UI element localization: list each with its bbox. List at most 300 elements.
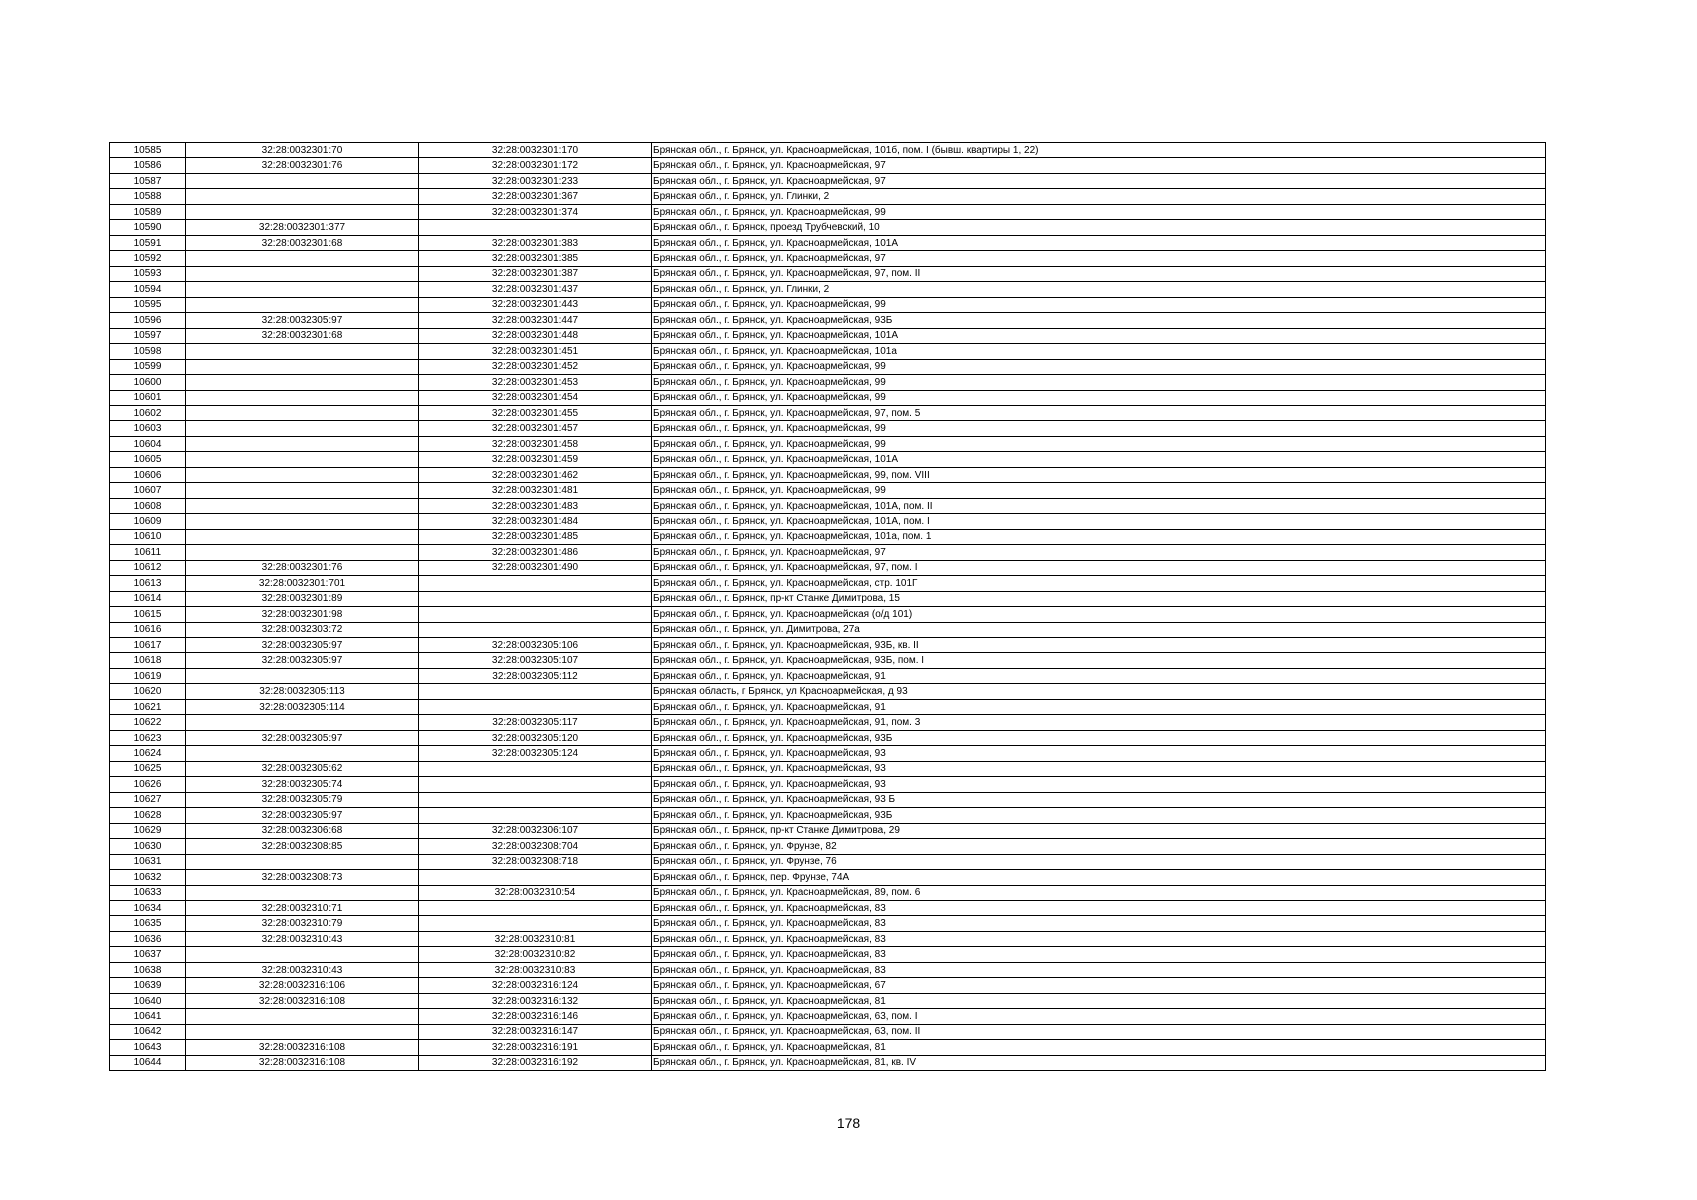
table-row bbox=[110, 220, 1546, 235]
table-row bbox=[110, 529, 1546, 544]
address-cell: Брянская обл., г. Брянск, ул. Красноармейская, 93Б, кв. II bbox=[652, 638, 1546, 653]
cadastral-number-cell: 32:28:0032310:79 bbox=[186, 916, 419, 931]
address-cell: Брянская обл., г. Брянск, ул. Красноармейская, 93Б bbox=[652, 730, 1546, 745]
address-cell: Брянская обл., г. Брянск, ул. Красноармейская, 93Б, пом. I bbox=[652, 653, 1546, 668]
row-number-cell: 10588 bbox=[110, 189, 186, 204]
table-row bbox=[110, 143, 1546, 158]
address-cell: Брянская обл., г. Брянск, ул. Красноармейская, 97 bbox=[652, 173, 1546, 188]
object-cadastral-number-cell bbox=[419, 792, 652, 807]
object-cadastral-number-cell: 32:28:0032305:107 bbox=[419, 653, 652, 668]
row-number-cell: 10606 bbox=[110, 467, 186, 482]
address-cell: Брянская обл., г. Брянск, ул. Красноармейская, 83 bbox=[652, 947, 1546, 962]
object-cadastral-number-cell bbox=[419, 622, 652, 637]
row-number-cell: 10586 bbox=[110, 158, 186, 173]
table-row bbox=[110, 436, 1546, 451]
object-cadastral-number-cell: 32:28:0032310:83 bbox=[419, 962, 652, 977]
object-cadastral-number-cell: 32:28:0032308:718 bbox=[419, 854, 652, 869]
row-number-cell: 10611 bbox=[110, 545, 186, 560]
address-cell: Брянская обл., г. Брянск, ул. Красноармейская, 97 bbox=[652, 251, 1546, 266]
object-cadastral-number-cell: 32:28:0032301:490 bbox=[419, 560, 652, 575]
table-row bbox=[110, 885, 1546, 900]
object-cadastral-number-cell: 32:28:0032301:233 bbox=[419, 173, 652, 188]
table-row bbox=[110, 189, 1546, 204]
row-number-cell: 10585 bbox=[110, 143, 186, 158]
address-cell: Брянская обл., г. Брянск, ул. Красноармейская, 63, пом. II bbox=[652, 1024, 1546, 1039]
object-cadastral-number-cell: 32:28:0032301:172 bbox=[419, 158, 652, 173]
cadastral-number-cell bbox=[186, 421, 419, 436]
address-cell: Брянская обл., г. Брянск, ул. Красноармейская, 97 bbox=[652, 158, 1546, 173]
row-number-cell: 10643 bbox=[110, 1040, 186, 1055]
cadastral-number-cell bbox=[186, 297, 419, 312]
table-row bbox=[110, 421, 1546, 436]
table-row bbox=[110, 235, 1546, 250]
row-number-cell: 10642 bbox=[110, 1024, 186, 1039]
object-cadastral-number-cell: 32:28:0032301:453 bbox=[419, 375, 652, 390]
cadastral-number-cell bbox=[186, 467, 419, 482]
table-row bbox=[110, 483, 1546, 498]
object-cadastral-number-cell: 32:28:0032301:454 bbox=[419, 390, 652, 405]
row-number-cell: 10628 bbox=[110, 808, 186, 823]
address-cell: Брянская обл., г. Брянск, пер. Фрунзе, 74А bbox=[652, 870, 1546, 885]
table-row bbox=[110, 916, 1546, 931]
address-cell: Брянская обл., г. Брянск, ул. Красноармейская, 83 bbox=[652, 900, 1546, 915]
row-number-cell: 10636 bbox=[110, 931, 186, 946]
table-row bbox=[110, 870, 1546, 885]
object-cadastral-number-cell bbox=[419, 220, 652, 235]
cadastral-number-cell bbox=[186, 498, 419, 513]
row-number-cell: 10618 bbox=[110, 653, 186, 668]
row-number-cell: 10598 bbox=[110, 344, 186, 359]
object-cadastral-number-cell: 32:28:0032301:170 bbox=[419, 143, 652, 158]
address-cell: Брянская обл., г. Брянск, ул. Красноармейская, 89, пом. 6 bbox=[652, 885, 1546, 900]
row-number-cell: 10609 bbox=[110, 514, 186, 529]
cadastral-number-cell: 32:28:0032301:76 bbox=[186, 158, 419, 173]
table-row bbox=[110, 328, 1546, 343]
cadastral-number-cell bbox=[186, 344, 419, 359]
table-row bbox=[110, 777, 1546, 792]
address-cell: Брянская обл., г. Брянск, ул. Димитрова, 27а bbox=[652, 622, 1546, 637]
address-cell: Брянская обл., г. Брянск, ул. Красноармейская, 93 Б bbox=[652, 792, 1546, 807]
row-number-cell: 10614 bbox=[110, 591, 186, 606]
cadastral-number-cell bbox=[186, 359, 419, 374]
cadastral-number-cell: 32:28:0032301:701 bbox=[186, 576, 419, 591]
cadastral-number-cell: 32:28:0032301:70 bbox=[186, 143, 419, 158]
table-row bbox=[110, 730, 1546, 745]
cadastral-number-cell bbox=[186, 1009, 419, 1024]
row-number-cell: 10635 bbox=[110, 916, 186, 931]
object-cadastral-number-cell: 32:28:0032316:192 bbox=[419, 1055, 652, 1070]
cadastral-number-cell bbox=[186, 483, 419, 498]
cadastral-number-cell: 32:28:0032301:89 bbox=[186, 591, 419, 606]
object-cadastral-number-cell: 32:28:0032301:455 bbox=[419, 405, 652, 420]
cadastral-number-cell: 32:28:0032305:62 bbox=[186, 761, 419, 776]
object-cadastral-number-cell: 32:28:0032305:124 bbox=[419, 746, 652, 761]
table-row bbox=[110, 792, 1546, 807]
address-cell: Брянская обл., г. Брянск, ул. Красноармейская, 91, пом. 3 bbox=[652, 715, 1546, 730]
object-cadastral-number-cell: 32:28:0032301:459 bbox=[419, 452, 652, 467]
cadastral-number-cell: 32:28:0032301:377 bbox=[186, 220, 419, 235]
address-cell: Брянская обл., г. Брянск, ул. Красноармейская, 83 bbox=[652, 931, 1546, 946]
address-cell: Брянская обл., г. Брянск, ул. Глинки, 2 bbox=[652, 282, 1546, 297]
address-cell: Брянская обл., г. Брянск, ул. Красноармейская, 97, пом. 5 bbox=[652, 405, 1546, 420]
cadastral-number-cell bbox=[186, 375, 419, 390]
address-cell: Брянская обл., г. Брянск, проезд Трубчевский, 10 bbox=[652, 220, 1546, 235]
cadastral-number-cell: 32:28:0032305:97 bbox=[186, 808, 419, 823]
address-cell: Брянская обл., г. Брянск, ул. Красноармейская, 83 bbox=[652, 916, 1546, 931]
row-number-cell: 10616 bbox=[110, 622, 186, 637]
row-number-cell: 10600 bbox=[110, 375, 186, 390]
object-cadastral-number-cell: 32:28:0032301:486 bbox=[419, 545, 652, 560]
row-number-cell: 10641 bbox=[110, 1009, 186, 1024]
cadastral-number-cell bbox=[186, 173, 419, 188]
row-number-cell: 10622 bbox=[110, 715, 186, 730]
table-row bbox=[110, 854, 1546, 869]
row-number-cell: 10602 bbox=[110, 405, 186, 420]
cadastral-number-cell bbox=[186, 282, 419, 297]
table-row bbox=[110, 251, 1546, 266]
object-cadastral-number-cell bbox=[419, 900, 652, 915]
table-row bbox=[110, 375, 1546, 390]
object-cadastral-number-cell: 32:28:0032310:54 bbox=[419, 885, 652, 900]
object-cadastral-number-cell bbox=[419, 761, 652, 776]
address-cell: Брянская обл., г. Брянск, ул. Красноармейская, 101А bbox=[652, 452, 1546, 467]
table-row bbox=[110, 684, 1546, 699]
object-cadastral-number-cell: 32:28:0032310:81 bbox=[419, 931, 652, 946]
cadastral-number-cell: 32:28:0032301:68 bbox=[186, 235, 419, 250]
table-row bbox=[110, 1024, 1546, 1039]
row-number-cell: 10594 bbox=[110, 282, 186, 297]
cadastral-number-cell: 32:28:0032308:85 bbox=[186, 839, 419, 854]
address-cell: Брянская обл., г. Брянск, ул. Красноармейская, 99 bbox=[652, 375, 1546, 390]
object-cadastral-number-cell: 32:28:0032316:146 bbox=[419, 1009, 652, 1024]
row-number-cell: 10587 bbox=[110, 173, 186, 188]
object-cadastral-number-cell: 32:28:0032308:704 bbox=[419, 839, 652, 854]
cadastral-number-cell bbox=[186, 715, 419, 730]
cadastral-number-cell: 32:28:0032308:73 bbox=[186, 870, 419, 885]
row-number-cell: 10634 bbox=[110, 900, 186, 915]
cadastral-number-cell bbox=[186, 854, 419, 869]
table-row bbox=[110, 591, 1546, 606]
property-registry-table bbox=[109, 142, 1546, 1071]
table-row bbox=[110, 668, 1546, 683]
object-cadastral-number-cell bbox=[419, 777, 652, 792]
row-number-cell: 10615 bbox=[110, 607, 186, 622]
table-row bbox=[110, 344, 1546, 359]
address-cell: Брянская обл., г. Брянск, ул. Красноармейская, 93Б bbox=[652, 808, 1546, 823]
cadastral-number-cell: 32:28:0032305:113 bbox=[186, 684, 419, 699]
row-number-cell: 10633 bbox=[110, 885, 186, 900]
row-number-cell: 10623 bbox=[110, 730, 186, 745]
table-row bbox=[110, 978, 1546, 993]
object-cadastral-number-cell: 32:28:0032310:82 bbox=[419, 947, 652, 962]
address-cell: Брянская обл., г. Брянск, ул. Красноармейская, 91 bbox=[652, 668, 1546, 683]
object-cadastral-number-cell bbox=[419, 607, 652, 622]
row-number-cell: 10610 bbox=[110, 529, 186, 544]
object-cadastral-number-cell: 32:28:0032301:457 bbox=[419, 421, 652, 436]
cadastral-number-cell: 32:28:0032305:74 bbox=[186, 777, 419, 792]
cadastral-number-cell: 32:28:0032316:108 bbox=[186, 993, 419, 1008]
table-row bbox=[110, 297, 1546, 312]
cadastral-number-cell bbox=[186, 251, 419, 266]
row-number-cell: 10621 bbox=[110, 699, 186, 714]
table-row bbox=[110, 839, 1546, 854]
row-number-cell: 10632 bbox=[110, 870, 186, 885]
cadastral-number-cell: 32:28:0032316:106 bbox=[186, 978, 419, 993]
object-cadastral-number-cell: 32:28:0032316:191 bbox=[419, 1040, 652, 1055]
row-number-cell: 10612 bbox=[110, 560, 186, 575]
object-cadastral-number-cell bbox=[419, 684, 652, 699]
row-number-cell: 10630 bbox=[110, 839, 186, 854]
table-row bbox=[110, 715, 1546, 730]
row-number-cell: 10639 bbox=[110, 978, 186, 993]
cadastral-number-cell bbox=[186, 452, 419, 467]
row-number-cell: 10595 bbox=[110, 297, 186, 312]
address-cell: Брянская обл., г. Брянск, ул. Красноармейская, 99, пом. VIII bbox=[652, 467, 1546, 482]
cadastral-number-cell bbox=[186, 405, 419, 420]
object-cadastral-number-cell: 32:28:0032301:383 bbox=[419, 235, 652, 250]
row-number-cell: 10644 bbox=[110, 1055, 186, 1070]
table-row bbox=[110, 823, 1546, 838]
address-cell: Брянская обл., г. Брянск, ул. Красноармейская, 97, пом. II bbox=[652, 266, 1546, 281]
address-cell: Брянская обл., г. Брянск, ул. Красноармейская, 101А, пом. I bbox=[652, 514, 1546, 529]
row-number-cell: 10592 bbox=[110, 251, 186, 266]
address-cell: Брянская обл., г. Брянск, ул. Красноармейская, 99 bbox=[652, 359, 1546, 374]
object-cadastral-number-cell: 32:28:0032301:458 bbox=[419, 436, 652, 451]
address-cell: Брянская обл., г. Брянск, ул. Красноармейская, 101б, пом. I (бывш. квартиры 1, 22) bbox=[652, 143, 1546, 158]
cadastral-number-cell bbox=[186, 668, 419, 683]
address-cell: Брянская обл., г. Брянск, ул. Красноармейская, 97 bbox=[652, 545, 1546, 560]
object-cadastral-number-cell: 32:28:0032301:452 bbox=[419, 359, 652, 374]
table-row bbox=[110, 993, 1546, 1008]
cadastral-number-cell: 32:28:0032316:108 bbox=[186, 1055, 419, 1070]
cadastral-number-cell: 32:28:0032301:98 bbox=[186, 607, 419, 622]
object-cadastral-number-cell: 32:28:0032305:112 bbox=[419, 668, 652, 683]
cadastral-number-cell: 32:28:0032303:72 bbox=[186, 622, 419, 637]
cadastral-number-cell bbox=[186, 529, 419, 544]
cadastral-number-cell: 32:28:0032301:68 bbox=[186, 328, 419, 343]
object-cadastral-number-cell bbox=[419, 699, 652, 714]
object-cadastral-number-cell: 32:28:0032316:132 bbox=[419, 993, 652, 1008]
address-cell: Брянская обл., г. Брянск, ул. Красноармейская, 93 bbox=[652, 746, 1546, 761]
row-number-cell: 10591 bbox=[110, 235, 186, 250]
row-number-cell: 10638 bbox=[110, 962, 186, 977]
row-number-cell: 10608 bbox=[110, 498, 186, 513]
table-row bbox=[110, 900, 1546, 915]
row-number-cell: 10597 bbox=[110, 328, 186, 343]
table-row bbox=[110, 405, 1546, 420]
row-number-cell: 10626 bbox=[110, 777, 186, 792]
table-row bbox=[110, 498, 1546, 513]
cadastral-number-cell: 32:28:0032305:97 bbox=[186, 313, 419, 328]
object-cadastral-number-cell: 32:28:0032316:147 bbox=[419, 1024, 652, 1039]
table-row bbox=[110, 173, 1546, 188]
table-row bbox=[110, 560, 1546, 575]
row-number-cell: 10596 bbox=[110, 313, 186, 328]
cadastral-number-cell: 32:28:0032301:76 bbox=[186, 560, 419, 575]
cadastral-number-cell bbox=[186, 189, 419, 204]
address-cell: Брянская обл., г. Брянск, ул. Красноармейская, 91 bbox=[652, 699, 1546, 714]
cadastral-number-cell: 32:28:0032310:43 bbox=[186, 962, 419, 977]
table-row bbox=[110, 467, 1546, 482]
address-cell: Брянская обл., г. Брянск, пр-кт Станке Димитрова, 29 bbox=[652, 823, 1546, 838]
address-cell: Брянская обл., г. Брянск, ул. Красноармейская, 101А bbox=[652, 328, 1546, 343]
object-cadastral-number-cell bbox=[419, 576, 652, 591]
address-cell: Брянская обл., г. Брянск, ул. Красноармейская (о/д 101) bbox=[652, 607, 1546, 622]
cadastral-number-cell: 32:28:0032305:97 bbox=[186, 638, 419, 653]
table-row bbox=[110, 808, 1546, 823]
cadastral-number-cell bbox=[186, 1024, 419, 1039]
object-cadastral-number-cell: 32:28:0032306:107 bbox=[419, 823, 652, 838]
row-number-cell: 10605 bbox=[110, 452, 186, 467]
cadastral-number-cell: 32:28:0032305:114 bbox=[186, 699, 419, 714]
address-cell: Брянская обл., г. Брянск, ул. Красноармейская, 93 bbox=[652, 761, 1546, 776]
table-row bbox=[110, 282, 1546, 297]
object-cadastral-number-cell: 32:28:0032301:462 bbox=[419, 467, 652, 482]
cadastral-number-cell bbox=[186, 204, 419, 219]
row-number-cell: 10613 bbox=[110, 576, 186, 591]
object-cadastral-number-cell: 32:28:0032301:387 bbox=[419, 266, 652, 281]
object-cadastral-number-cell: 32:28:0032301:481 bbox=[419, 483, 652, 498]
address-cell: Брянская обл., г. Брянск, ул. Красноармейская, 63, пом. I bbox=[652, 1009, 1546, 1024]
cadastral-number-cell: 32:28:0032310:71 bbox=[186, 900, 419, 915]
cadastral-number-cell: 32:28:0032305:97 bbox=[186, 730, 419, 745]
address-cell: Брянская обл., г. Брянск, ул. Красноармейская, 93Б bbox=[652, 313, 1546, 328]
cadastral-number-cell bbox=[186, 885, 419, 900]
address-cell: Брянская обл., г. Брянск, ул. Красноармейская, 99 bbox=[652, 421, 1546, 436]
address-cell: Брянская обл., г. Брянск, ул. Фрунзе, 82 bbox=[652, 839, 1546, 854]
address-cell: Брянская обл., г. Брянск, ул. Красноармейская, 93 bbox=[652, 777, 1546, 792]
table-row bbox=[110, 359, 1546, 374]
cadastral-number-cell: 32:28:0032310:43 bbox=[186, 931, 419, 946]
row-number-cell: 10607 bbox=[110, 483, 186, 498]
object-cadastral-number-cell bbox=[419, 916, 652, 931]
address-cell: Брянская обл., г. Брянск, ул. Красноармейская, 99 bbox=[652, 436, 1546, 451]
row-number-cell: 10631 bbox=[110, 854, 186, 869]
address-cell: Брянская обл., г. Брянск, ул. Красноармейская, 81 bbox=[652, 1040, 1546, 1055]
table-row bbox=[110, 638, 1546, 653]
table-row bbox=[110, 545, 1546, 560]
row-number-cell: 10627 bbox=[110, 792, 186, 807]
table-row bbox=[110, 622, 1546, 637]
object-cadastral-number-cell: 32:28:0032301:367 bbox=[419, 189, 652, 204]
address-cell: Брянская обл., г. Брянск, ул. Красноармейская, 97, пом. I bbox=[652, 560, 1546, 575]
row-number-cell: 10601 bbox=[110, 390, 186, 405]
object-cadastral-number-cell: 32:28:0032301:448 bbox=[419, 328, 652, 343]
row-number-cell: 10637 bbox=[110, 947, 186, 962]
object-cadastral-number-cell: 32:28:0032301:451 bbox=[419, 344, 652, 359]
object-cadastral-number-cell: 32:28:0032301:437 bbox=[419, 282, 652, 297]
row-number-cell: 10619 bbox=[110, 668, 186, 683]
cadastral-number-cell: 32:28:0032305:79 bbox=[186, 792, 419, 807]
address-cell: Брянская обл., г. Брянск, ул. Красноармейская, 101а, пом. 1 bbox=[652, 529, 1546, 544]
address-cell: Брянская обл., г. Брянск, ул. Красноармейская, 67 bbox=[652, 978, 1546, 993]
object-cadastral-number-cell: 32:28:0032301:484 bbox=[419, 514, 652, 529]
row-number-cell: 10599 bbox=[110, 359, 186, 374]
row-number-cell: 10625 bbox=[110, 761, 186, 776]
table-row bbox=[110, 1009, 1546, 1024]
row-number-cell: 10620 bbox=[110, 684, 186, 699]
table-row bbox=[110, 962, 1546, 977]
address-cell: Брянская область, г Брянск, ул Красноармейская, д 93 bbox=[652, 684, 1546, 699]
object-cadastral-number-cell: 32:28:0032305:120 bbox=[419, 730, 652, 745]
object-cadastral-number-cell: 32:28:0032301:483 bbox=[419, 498, 652, 513]
cadastral-number-cell bbox=[186, 266, 419, 281]
page-number: 178 bbox=[836, 1115, 861, 1131]
table-row bbox=[110, 452, 1546, 467]
cadastral-number-cell bbox=[186, 746, 419, 761]
table-row bbox=[110, 947, 1546, 962]
row-number-cell: 10624 bbox=[110, 746, 186, 761]
object-cadastral-number-cell: 32:28:0032301:374 bbox=[419, 204, 652, 219]
address-cell: Брянская обл., г. Брянск, ул. Красноармейская, 81, кв. IV bbox=[652, 1055, 1546, 1070]
table-row bbox=[110, 746, 1546, 761]
object-cadastral-number-cell: 32:28:0032301:485 bbox=[419, 529, 652, 544]
table-row bbox=[110, 1040, 1546, 1055]
cadastral-number-cell bbox=[186, 436, 419, 451]
address-cell: Брянская обл., г. Брянск, ул. Красноармейская, 101А, пом. II bbox=[652, 498, 1546, 513]
cadastral-number-cell bbox=[186, 947, 419, 962]
object-cadastral-number-cell: 32:28:0032316:124 bbox=[419, 978, 652, 993]
row-number-cell: 10629 bbox=[110, 823, 186, 838]
cadastral-number-cell bbox=[186, 545, 419, 560]
table-row bbox=[110, 699, 1546, 714]
object-cadastral-number-cell: 32:28:0032305:117 bbox=[419, 715, 652, 730]
table-row bbox=[110, 1055, 1546, 1070]
row-number-cell: 10590 bbox=[110, 220, 186, 235]
address-cell: Брянская обл., г. Брянск, ул. Красноармейская, 99 bbox=[652, 204, 1546, 219]
cadastral-number-cell bbox=[186, 390, 419, 405]
object-cadastral-number-cell bbox=[419, 808, 652, 823]
address-cell: Брянская обл., г. Брянск, ул. Красноармейская, 99 bbox=[652, 390, 1546, 405]
table-row bbox=[110, 761, 1546, 776]
address-cell: Брянская обл., г. Брянск, ул. Красноармейская, 99 bbox=[652, 483, 1546, 498]
object-cadastral-number-cell: 32:28:0032301:443 bbox=[419, 297, 652, 312]
table-row bbox=[110, 266, 1546, 281]
address-cell: Брянская обл., г. Брянск, ул. Красноармейская, 83 bbox=[652, 962, 1546, 977]
address-cell: Брянская обл., г. Брянск, ул. Глинки, 2 bbox=[652, 189, 1546, 204]
object-cadastral-number-cell: 32:28:0032301:447 bbox=[419, 313, 652, 328]
cadastral-number-cell: 32:28:0032305:97 bbox=[186, 653, 419, 668]
address-cell: Брянская обл., г. Брянск, ул. Красноармейская, 99 bbox=[652, 297, 1546, 312]
table-row bbox=[110, 204, 1546, 219]
cadastral-number-cell: 32:28:0032316:108 bbox=[186, 1040, 419, 1055]
address-cell: Брянская обл., г. Брянск, ул. Красноармейская, 81 bbox=[652, 993, 1546, 1008]
table-row bbox=[110, 576, 1546, 591]
table-row bbox=[110, 158, 1546, 173]
row-number-cell: 10589 bbox=[110, 204, 186, 219]
table-row bbox=[110, 313, 1546, 328]
object-cadastral-number-cell bbox=[419, 870, 652, 885]
table-row bbox=[110, 607, 1546, 622]
row-number-cell: 10593 bbox=[110, 266, 186, 281]
row-number-cell: 10604 bbox=[110, 436, 186, 451]
address-cell: Брянская обл., г. Брянск, ул. Красноармейская, 101А bbox=[652, 235, 1546, 250]
address-cell: Брянская обл., г. Брянск, ул. Красноармейская, 101а bbox=[652, 344, 1546, 359]
address-cell: Брянская обл., г. Брянск, пр-кт Станке Димитрова, 15 bbox=[652, 591, 1546, 606]
table-row bbox=[110, 653, 1546, 668]
row-number-cell: 10603 bbox=[110, 421, 186, 436]
row-number-cell: 10640 bbox=[110, 993, 186, 1008]
object-cadastral-number-cell: 32:28:0032305:106 bbox=[419, 638, 652, 653]
object-cadastral-number-cell bbox=[419, 591, 652, 606]
object-cadastral-number-cell: 32:28:0032301:385 bbox=[419, 251, 652, 266]
table-row bbox=[110, 931, 1546, 946]
cadastral-number-cell bbox=[186, 514, 419, 529]
address-cell: Брянская обл., г. Брянск, ул. Фрунзе, 76 bbox=[652, 854, 1546, 869]
address-cell: Брянская обл., г. Брянск, ул. Красноармейская, стр. 101Г bbox=[652, 576, 1546, 591]
table-row bbox=[110, 390, 1546, 405]
table-row bbox=[110, 514, 1546, 529]
